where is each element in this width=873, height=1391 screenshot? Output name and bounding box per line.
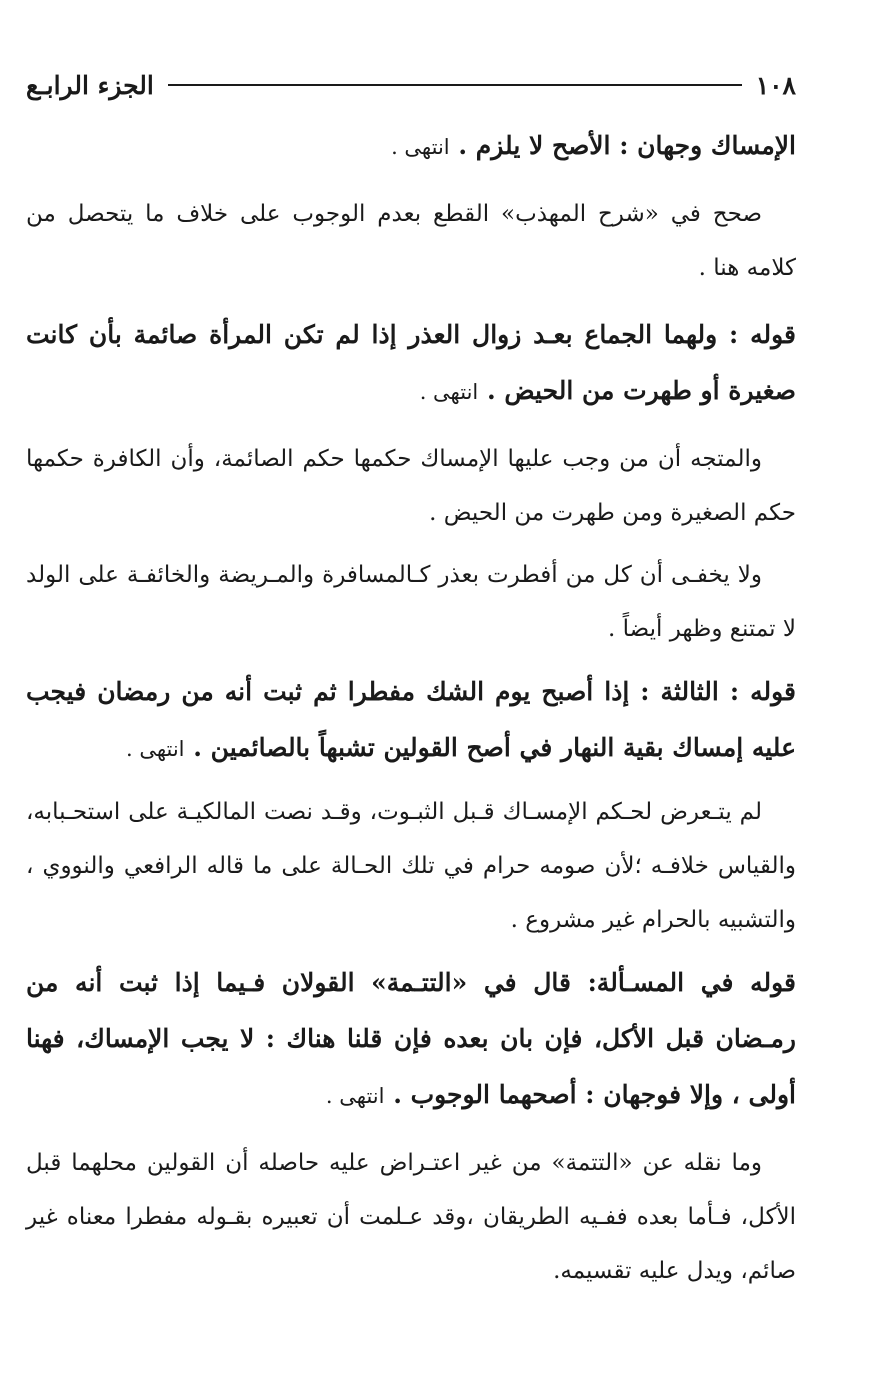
quote-text: الإمساك وجهان : الأصح لا يلزم .	[458, 131, 796, 160]
quote-end-marker: انتهى .	[419, 380, 479, 404]
commentary-paragraph: وما نقله عن «التتمة» من غير اعتـراض عليه حاصله أن القولين محلهما قبل الأكل، فـأما بعده ففـيه الطريقان ،وقد عـلمت أن تعبيره بقـوله مفطرا معناه غير صائم، ويدل عليه تقسيمه.	[26, 1150, 796, 1284]
spacer	[26, 540, 796, 548]
quote-text: قوله : ولهما الجماع بعـد زوال العذر إذا لم تكن المرأة صائمة بأن كانت صغيرة أو طهرت من الحيض .	[26, 320, 796, 405]
running-title: الجزء الرابـع	[26, 70, 154, 100]
commentary-paragraph: والمتجه أن من وجب عليها الإمساك حكمها حكم الصائمة، وأن الكافرة حكمها حكم الصغيرة ومن طهرت من الحيض .	[26, 446, 796, 526]
spacer	[26, 1124, 796, 1136]
page-header	[26, 60, 796, 110]
quote-end-marker: انتهى .	[325, 1084, 385, 1108]
page-number: ١٠٨	[755, 70, 796, 100]
quote-text: قوله : الثالثة : إذا أصبح يوم الشك مفطرا ثم ثبت أنه من رمضان فيجب عليه إمساك بقية النهار في أصح القولين تشبهاً بالصائمين .	[26, 677, 796, 762]
quote-paragraph	[26, 664, 796, 777]
quote-end-marker: انتهى .	[125, 737, 185, 761]
spacer	[26, 777, 796, 785]
quote-end-marker: انتهى .	[391, 135, 450, 159]
spacer	[26, 656, 796, 664]
book-page	[26, 60, 796, 1298]
spacer	[26, 295, 796, 307]
commentary-paragraph: لم يتـعرض لحـكم الإمسـاك قـبل الثبـوت، وقـد نصت المالكيـة على استحـبابه، والقياس خلافـه ؛لأن صومه حرام في تلك الحـالة على ما قاله الرافعي والنووي ، والتشبيه بالحرام غير مشروع .	[26, 799, 796, 933]
spacer	[26, 420, 796, 432]
header-rule	[168, 84, 742, 86]
quote-paragraph	[26, 955, 796, 1124]
quote-paragraph	[26, 307, 796, 420]
quote-paragraph	[26, 118, 796, 175]
commentary-paragraph: صحح في «شرح المهذب» القطع بعدم الوجوب على خلاف ما يتحصل من كلامه هنا .	[26, 201, 796, 281]
spacer	[26, 175, 796, 187]
spacer	[26, 947, 796, 955]
spacer	[26, 110, 796, 118]
commentary-paragraph: ولا يخفـى أن كل من أفطرت بعذر كـالمسافرة والمـريضة والخائفـة على الولد لا تمتنع وظهر أيضاً .	[26, 562, 796, 642]
quote-text: قوله في المسـألة: قال في «التتـمة» القولان فـيما إذا ثبت أنه من رمـضان قبل الأكل، فإن بان بعده فإن قلنا هناك : لا يجب الإمساك، فهنا أولى ، وإلا فوجهان : أصحهما الوجوب .	[26, 968, 796, 1109]
